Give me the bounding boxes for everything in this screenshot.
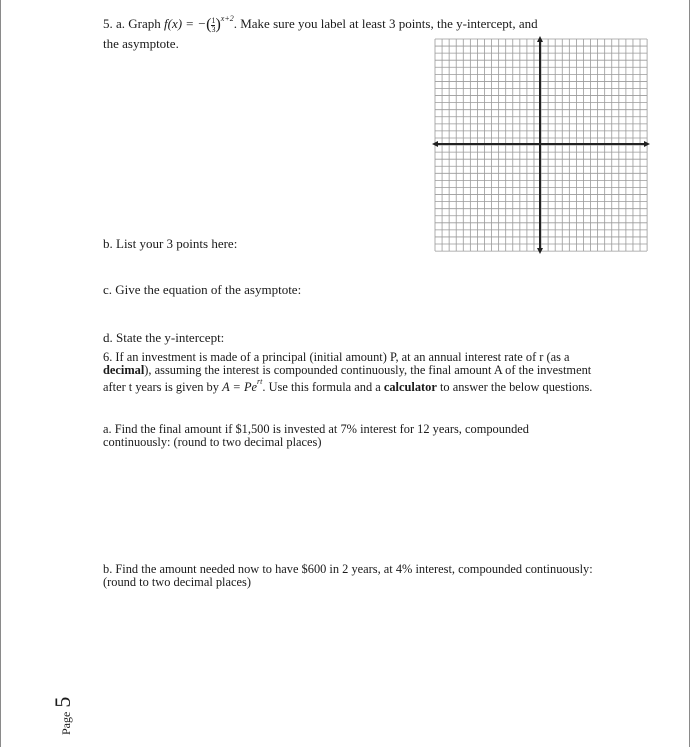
fraction-numerator: 1: [211, 15, 216, 25]
exponent: x+2: [220, 14, 234, 23]
page-number-label: [50, 697, 76, 735]
grid-lines: [435, 39, 647, 251]
q6-bold-decimal: decimal: [103, 362, 145, 377]
page-word: Page: [59, 711, 73, 735]
close-paren: ): [215, 16, 221, 33]
q6-text-1: 6. If an investment is made of a principal (initial amount) P, at an annual interest rate of r (as a: [103, 350, 570, 364]
question-6-intro: [103, 351, 593, 394]
formula-exponent: rt: [257, 377, 263, 387]
q6-text-3: . Use this formula and a: [262, 380, 384, 395]
fraction-denominator: 3: [211, 24, 216, 34]
question-6b: b. Find the amount needed now to have $600 in 2 years, at 4% interest, compounded continuously: (round to two decimal places): [103, 562, 593, 589]
page-left-edge: [0, 0, 1, 747]
compound-formula: A = Pe: [222, 380, 258, 395]
open-paren: (: [206, 16, 212, 33]
question-5c: c. Give the equation of the asymptote:: [103, 282, 302, 297]
q6-bold-calculator: calculator: [383, 380, 437, 395]
question-6a: a. Find the final amount if $1,500 is invested at 7% interest for 12 years, compounded continuously: (round to two decimal places): [103, 422, 530, 449]
function-expression: f(x) = −: [164, 16, 207, 31]
question-5a-line1: [103, 12, 538, 34]
question-5d: d. State the y-intercept:: [103, 330, 225, 345]
page-number: 5: [50, 696, 75, 708]
coordinate-grid: [432, 36, 650, 254]
question-5a-line2: the asymptote.: [103, 36, 179, 51]
q5a-instructions: . Make sure you label at least 3 points, the y-intercept, and: [233, 16, 538, 31]
page-right-edge: [689, 0, 690, 747]
question-5b: b. List your 3 points here:: [103, 236, 238, 251]
q6-text-4: to answer the below questions.: [436, 380, 593, 395]
q6-text-2: ), assuming the interest is compounded continuously, the final amount A of the investment after t years is given by: [103, 362, 592, 395]
q5a-prefix: 5. a. Graph: [103, 16, 161, 31]
